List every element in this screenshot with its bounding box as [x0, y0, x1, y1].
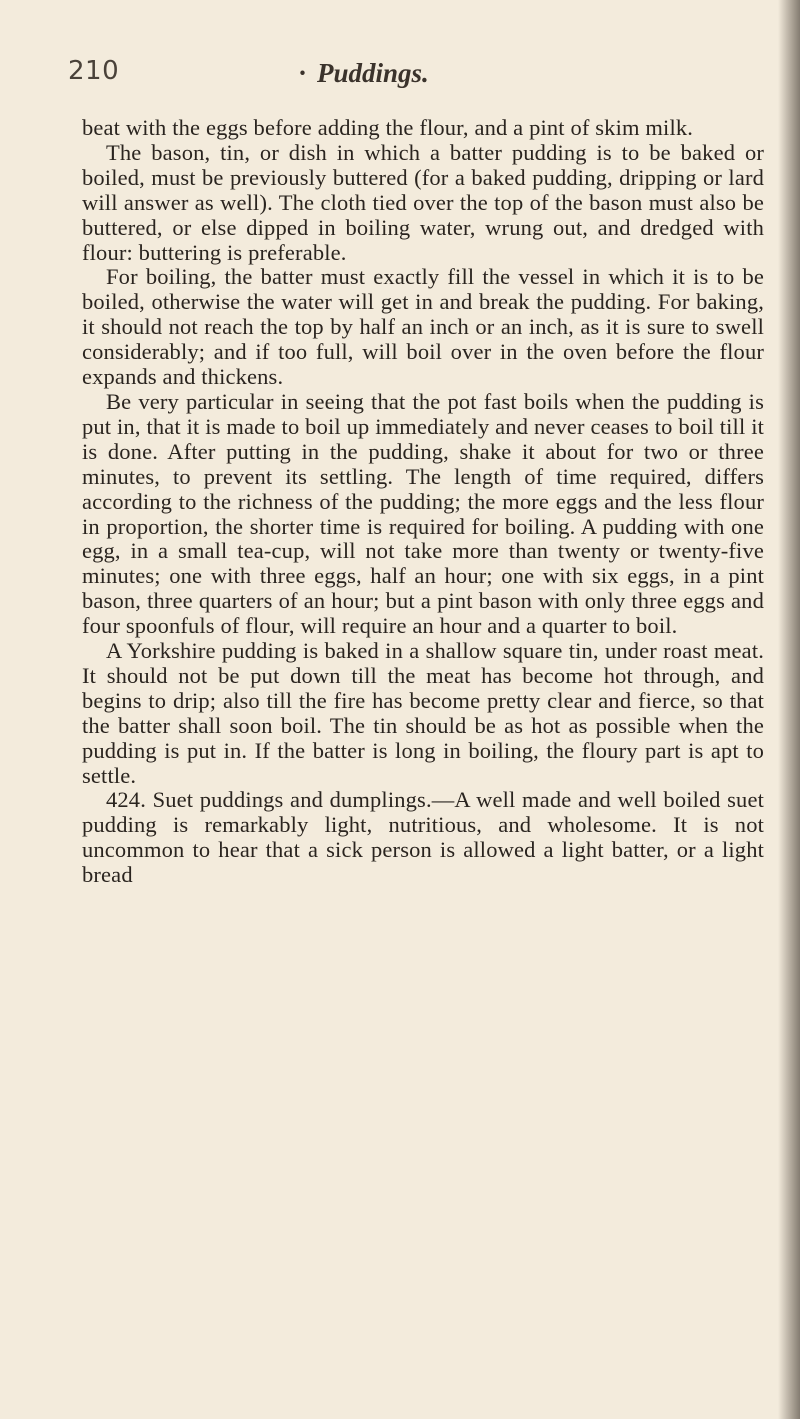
paragraph-continuation: beat with the eggs before adding the flour, and a pint of skim milk.: [82, 115, 694, 140]
running-title: [298, 58, 429, 89]
running-title-text: Puddings.: [317, 58, 429, 88]
paragraph-bason: The bason, tin, or dish in which a batter pudding is to be baked or boiled, must be previously buttered (for a baked pudding, dripping or lard will answer as well). The cloth tied over the top of the bason must also be buttered, or else dipped in boiling water, wrung out, and dredged with flour: buttering is preferable.: [82, 139, 764, 265]
paragraph-boiling-time: Be very particular in seeing that the pot fast boils when the pudding is put in, that it is made to boil up immediately and never ceases to boil till it is done. After putting in the pudding, shake it about for two or three minutes, to prevent its settling. The length of time required, differs according to the richness of the pudding; the more eggs and the less flour in proportion, the shorter time is required for boiling. A pudding with one egg, in a small tea-cup, will not take more than twenty or twenty-five minutes; one with three eggs, half an hour; one with six eggs, in a pint bason, three quarters of an hour; but a pint bason with only three eggs and four spoonfuls of flour, will require an hour and a quarter to boil.: [82, 388, 764, 639]
page-header: [68, 56, 748, 100]
page-binding-edge: [778, 0, 800, 1419]
header-dot: ·: [298, 58, 308, 88]
body-text: [82, 116, 764, 888]
paragraph-yorkshire: A Yorkshire pudding is baked in a shallow square tin, under roast meat. It should not be put down till the meat has become hot through, and begins to drip; also till the fire has become pretty clear and fierce, so that the batter shall soon boil. The tin should be as hot as possible when the pudding is put in. If the batter is long in boiling, the floury part is apt to settle.: [82, 638, 764, 788]
paragraph-boiling: For boiling, the batter must exactly fill the vessel in which it is to be boiled, otherwise the water will get in and break the pudding. For baking, it should not reach the top by half an inch or an inch, as it is sure to swell considerably; and if too full, will boil over in the oven before the flour expands and thickens.: [82, 264, 764, 390]
paragraph-suet-puddings: 424. Suet puddings and dumplings.—A well made and well boiled suet pudding is remarkably light, nutritious, and wholesome. It is not uncommon to hear that a sick person is allowed a light batter, or a light bread: [82, 787, 764, 888]
page-number: 210: [68, 56, 120, 86]
